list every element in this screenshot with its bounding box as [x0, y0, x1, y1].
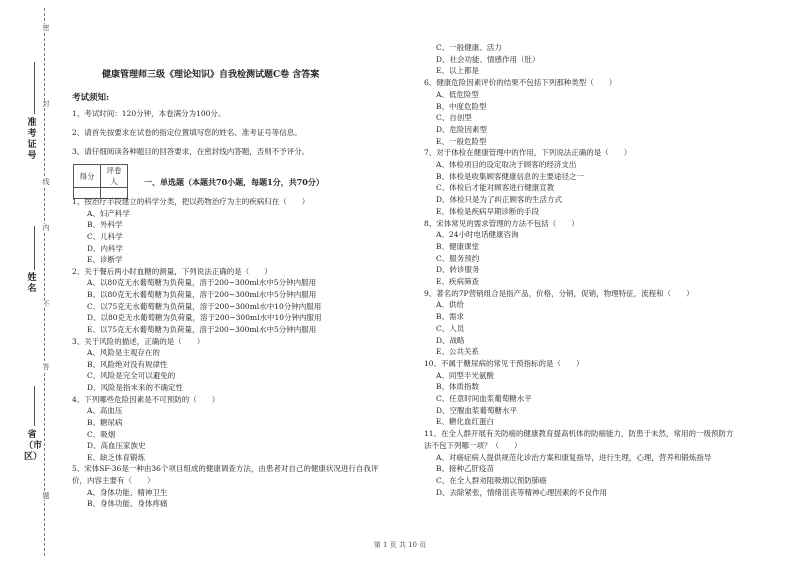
answer-option: C、人员: [436, 323, 465, 333]
answer-option: E、以75克无水葡萄糖为负荷量，溶于200~300ml水中5分钟内服用: [87, 324, 317, 334]
province-underline: [34, 386, 35, 426]
answer-option: D、内科学: [87, 243, 124, 253]
answer-option: B、健康课堂: [436, 241, 480, 251]
question-stem: 3、关于风险的描述，正确的是（ ）: [72, 336, 205, 346]
answer-option: A、供给: [436, 300, 464, 310]
answer-option: B、外科学: [87, 220, 123, 230]
answer-option: A、身体功能、精神卫生: [87, 487, 168, 497]
answer-option: A、妇产科学: [87, 208, 130, 218]
answer-option: B、体质指数: [436, 382, 480, 392]
score-cell-label: 得分: [74, 165, 101, 188]
answer-option: D、社会功能、情感作用（肚）: [436, 54, 540, 64]
question-stem-continued: 法不包下列哪一项？（ ）: [424, 440, 522, 450]
seal-mark: 线: [42, 178, 50, 186]
answer-option: A、以80克无水葡萄糖为负荷量，溶于200~300ml水中5分钟内服用: [87, 278, 317, 288]
answer-option: B、身体功能、身体疼痛: [87, 499, 168, 509]
answer-option: B、需求: [436, 312, 465, 322]
answer-option: E、以上都是: [436, 66, 479, 76]
section-heading: 一、单选题（本题共70小题，每题1分，共70分）: [144, 177, 324, 187]
answer-option: D、战略: [436, 335, 465, 345]
answer-option: C、自创型: [436, 113, 472, 123]
answer-option: B、以80克无水葡萄糖为负荷量，溶于200~300ml水中5分钟内服用: [87, 290, 317, 300]
binding-label-province: 省（市区）: [24, 430, 43, 462]
notice-heading: 考试须知:: [72, 93, 110, 103]
question-stem: 4、下列哪些危险因素是不可预防的（ ）: [72, 394, 220, 404]
page-footer: 第 1 页 共 10 页: [373, 541, 427, 549]
answer-option: C、在全人群劝阻吸烟以预防肺癌: [436, 475, 547, 485]
question-stem-continued: 价，内容主要有（ ）: [72, 476, 155, 486]
notice-item: 2、请首先按要求在试卷的指定位置填写您的姓名、准考证号等信息。: [72, 128, 302, 137]
question-stem: 9、著名的7P营销组合是指产品，价格，分销，促销，物理特征，流程和（ ）: [424, 288, 694, 298]
binding-label-name: 姓名: [27, 273, 37, 294]
answer-option: C、以75克无水葡萄糖为负荷量，溶于200~300ml水中10分钟内服用: [87, 301, 322, 311]
question-stem: 8、宋体常见的需求管理的方法不包括（ ）: [424, 218, 579, 228]
answer-option: B、糖尿病: [87, 417, 123, 427]
answer-option: E、缺乏体育锻炼: [87, 452, 145, 462]
question-stem: 1、按治疗手段建立的科学分类，把以药物治疗为主的疾病归在（ ）: [72, 197, 310, 206]
answer-option: D、转诊服务: [436, 265, 480, 275]
answer-option: A、对癌症病人提供规范化诊治方案和康复指导，进行生理，心理，营养和锻炼指导: [436, 452, 712, 462]
seal-mark: 封: [42, 100, 50, 108]
answer-option: C、儿科学: [87, 231, 123, 241]
answer-option: E、诊断学: [87, 255, 123, 265]
answer-option: B、中度危险型: [436, 101, 487, 111]
answer-option: E、公共关系: [436, 347, 479, 357]
question-stem: 6、健康危险因素评价的结果不包括下列那种类型（ ）: [424, 78, 617, 88]
seal-mark: 答: [42, 363, 50, 371]
score-table: [73, 164, 128, 199]
answer-option: D、危险因素型: [436, 124, 488, 134]
seal-mark: 题: [42, 492, 50, 500]
answer-option: D、以80克无水葡萄糖为负荷量，溶于200~300ml水中10分钟内服用: [87, 313, 322, 323]
exam-id-underline: [34, 62, 35, 114]
answer-option: C、风险是完全可以避免的: [87, 371, 176, 381]
binding-strip: [0, 0, 60, 565]
answer-option: C、任意时间血浆葡萄糖水平: [436, 394, 532, 403]
answer-option: C、服务预约: [436, 253, 480, 263]
question-stem: 2、关于餐后两小时血糖的测量，下列说法正确的是（ ）: [72, 266, 272, 276]
answer-option: E、体检是疾病早期诊断的手段: [436, 206, 539, 216]
answer-option: E、一般危险型: [436, 136, 487, 146]
name-underline: [34, 226, 35, 270]
answer-option: B、风险绝对没有规律性: [87, 359, 168, 369]
seal-mark: 内: [42, 224, 50, 232]
question-stem: 11、在全人群开展有关防癌的健康教育提高机体的防癌能力，防患于未然，常用的一级预防方: [424, 429, 734, 439]
answer-option: E、疾病筛查: [436, 277, 479, 286]
answer-option: C、体检后才能对顾客进行健康宣教: [436, 183, 555, 193]
answer-option: C、一般健康、活力: [436, 43, 502, 52]
answer-option: A、高血压: [87, 406, 123, 416]
seal-cut-line: [44, 8, 45, 556]
seal-mark: 不: [42, 300, 50, 308]
grader-cell-label: 评卷人: [101, 165, 128, 188]
answer-option: B、体检是收集顾客健康信息的主要途径之一: [436, 171, 585, 181]
seal-mark: 密: [42, 24, 50, 32]
answer-option: A、低危险型: [436, 89, 479, 99]
question-stem: 7、对于体检在健康管理中的作用，下列说法正确的是（ ）: [424, 148, 632, 158]
binding-label-exam-id: 准考证号: [27, 118, 37, 161]
answer-option: D、去除紧张，情绪沮丧等精神心理因素的不良作用: [436, 487, 608, 497]
answer-option: C、吸烟: [87, 429, 116, 439]
answer-option: D、风险是指未来的不确定性: [87, 383, 184, 393]
answer-option: E、糖化血红蛋白: [436, 417, 494, 427]
answer-option: A、同型半光氨酸: [436, 370, 494, 380]
answer-option: A、风险是主观存在的: [87, 348, 160, 358]
notice-item: 1、考试时间：120分钟，本卷满分为100分。: [72, 109, 226, 118]
answer-option: D、高血压家族史: [87, 441, 146, 451]
answer-option: D、空腹血浆葡萄糖水平: [436, 405, 518, 415]
answer-option: A、体检项目的设定取决于顾客的经济支出: [436, 160, 577, 169]
page-title: 健康管理师三级《理论知识》自我检测试题C卷 含答案: [102, 70, 320, 80]
question-stem: 5、宋体SF-36是一种由36个项目组成的健康调查方法，由患者对自己的健康状况进行自我评: [72, 464, 379, 474]
answer-option: A、24小时电话健康咨询: [436, 230, 519, 240]
answer-option: D、体检只是为了纠正顾客的生活方式: [436, 195, 563, 205]
answer-option: B、接种乙肝疫苗: [436, 464, 495, 474]
question-stem: 10、不属于糖尿病的常见干预指标的是（ ）: [424, 358, 584, 368]
notice-item: 3、请仔细阅读各种题目的回答要求，在密封线内答题，否则不予评分。: [72, 147, 310, 156]
